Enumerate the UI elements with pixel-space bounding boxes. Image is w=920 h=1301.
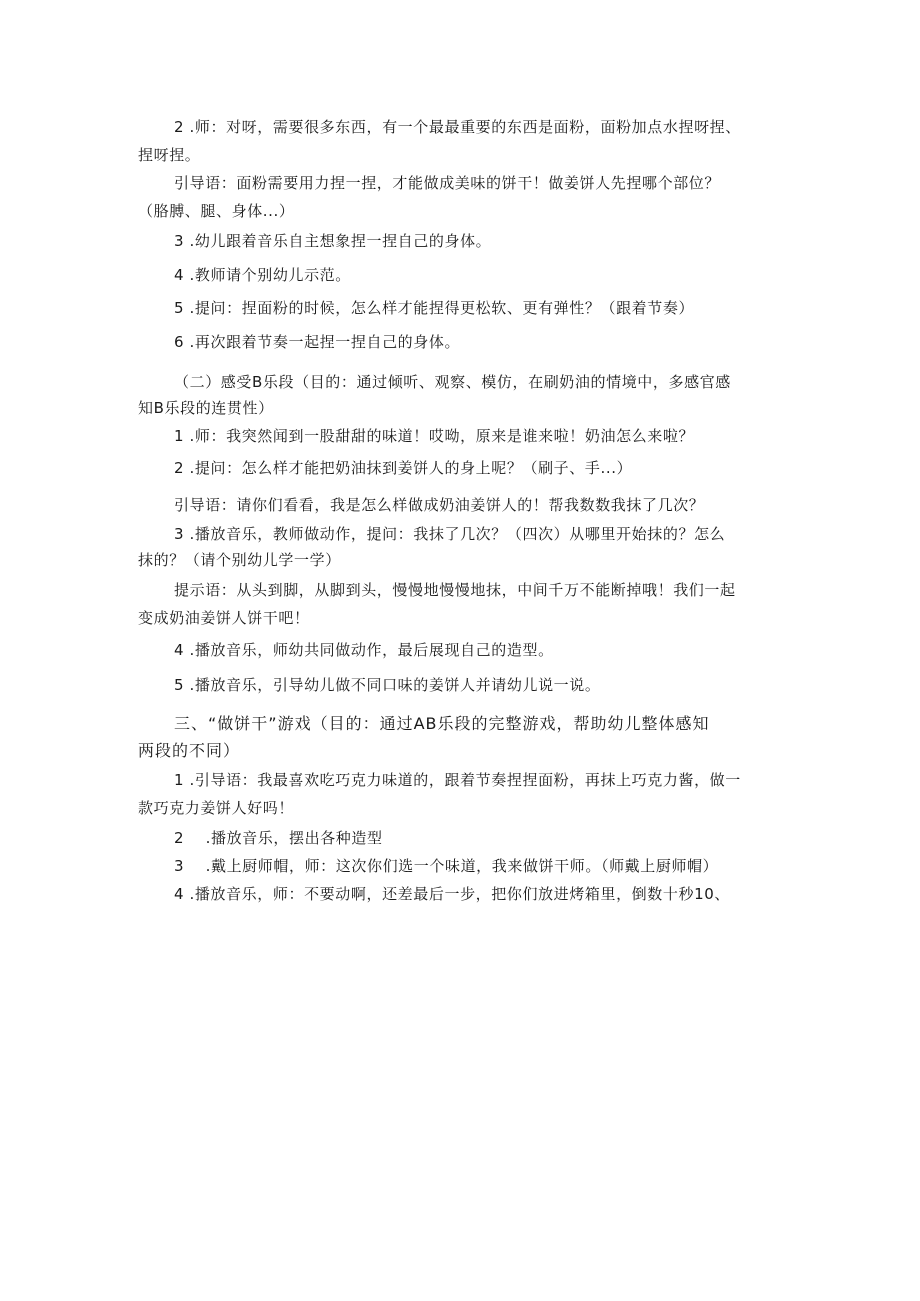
text-line: 5 .提问：捏面粉的时候，怎么样才能捏得更松软、更有弹性？（跟着节奏）	[174, 299, 695, 317]
text-line: 1 .师：我突然闻到一股甜甜的味道！哎呦，原来是谁来啦！奶油怎么来啦？	[174, 427, 695, 445]
text-line: 1 .引导语：我最喜欢吃巧克力味道的，跟着节奏捏捏面粉，再抹上巧克力酱，做一	[174, 771, 741, 789]
text-line: 抹的？（请个别幼儿学一学）	[138, 551, 341, 569]
text-line: 3 .播放音乐，教师做动作，提问：我抹了几次？（四次）从哪里开始抹的？怎么	[174, 525, 726, 543]
text-line: 4 .播放音乐，师幼共同做动作，最后展现自己的造型。	[174, 641, 554, 659]
text-line: 捏呀捏。	[138, 146, 201, 164]
text-line: 款巧克力姜饼人好吗！	[138, 799, 295, 817]
text-line: 2 .提问：怎么样才能把奶油抹到姜饼人的身上呢？（刷子、手...）	[174, 459, 633, 477]
text-line: 4 .播放音乐，师：不要动啊，还差最后一步，把你们放进烤箱里，倒数十秒10、	[174, 885, 730, 903]
text-line: 提示语：从头到脚，从脚到头，慢慢地慢慢地抹，中间千万不能断掉哦！我们一起	[174, 581, 736, 599]
text-line: 4 .教师请个别幼儿示范。	[174, 266, 351, 284]
text-line: 引导语：请你们看看，我是怎么样做成奶油姜饼人的！帮我数数我抹了几次？	[174, 496, 705, 514]
text-line: 3 .幼儿跟着音乐自主想象捏一捏自己的身体。	[174, 232, 492, 250]
section-heading: 三、“做饼干”游戏（目的：通过AB乐段的完整游戏，帮助幼儿整体感知	[174, 714, 710, 733]
section-heading-continued: 知B乐段的连贯性）	[138, 399, 274, 417]
text-line: 引导语：面粉需要用力捏一捏，才能做成美味的饼干！做姜饼人先捏哪个部位？	[174, 174, 721, 192]
section-heading: （二）感受B乐段（目的：通过倾听、观察、模仿，在刷奶油的情境中，多感官感	[174, 373, 731, 391]
text-line: （胳膊、腿、身体...）	[138, 202, 295, 220]
text-line: 5 .播放音乐，引导幼儿做不同口味的姜饼人并请幼儿说一说。	[174, 676, 601, 694]
text-line: 3 .戴上厨师帽，师：这次你们选一个味道，我来做饼干师。（师戴上厨师帽）	[174, 857, 719, 875]
text-line: 变成奶油姜饼人饼干吧！	[138, 609, 310, 627]
text-line: 2 .师：对呀，需要很多东西，有一个最最重要的东西是面粉，面粉加点水捏呀捏、	[174, 118, 741, 136]
text-line: 2 .播放音乐，摆出各种造型	[174, 829, 383, 847]
text-line: 6 .再次跟着节奏一起捏一捏自己的身体。	[174, 333, 461, 351]
section-heading-continued: 两段的不同）	[138, 741, 241, 760]
